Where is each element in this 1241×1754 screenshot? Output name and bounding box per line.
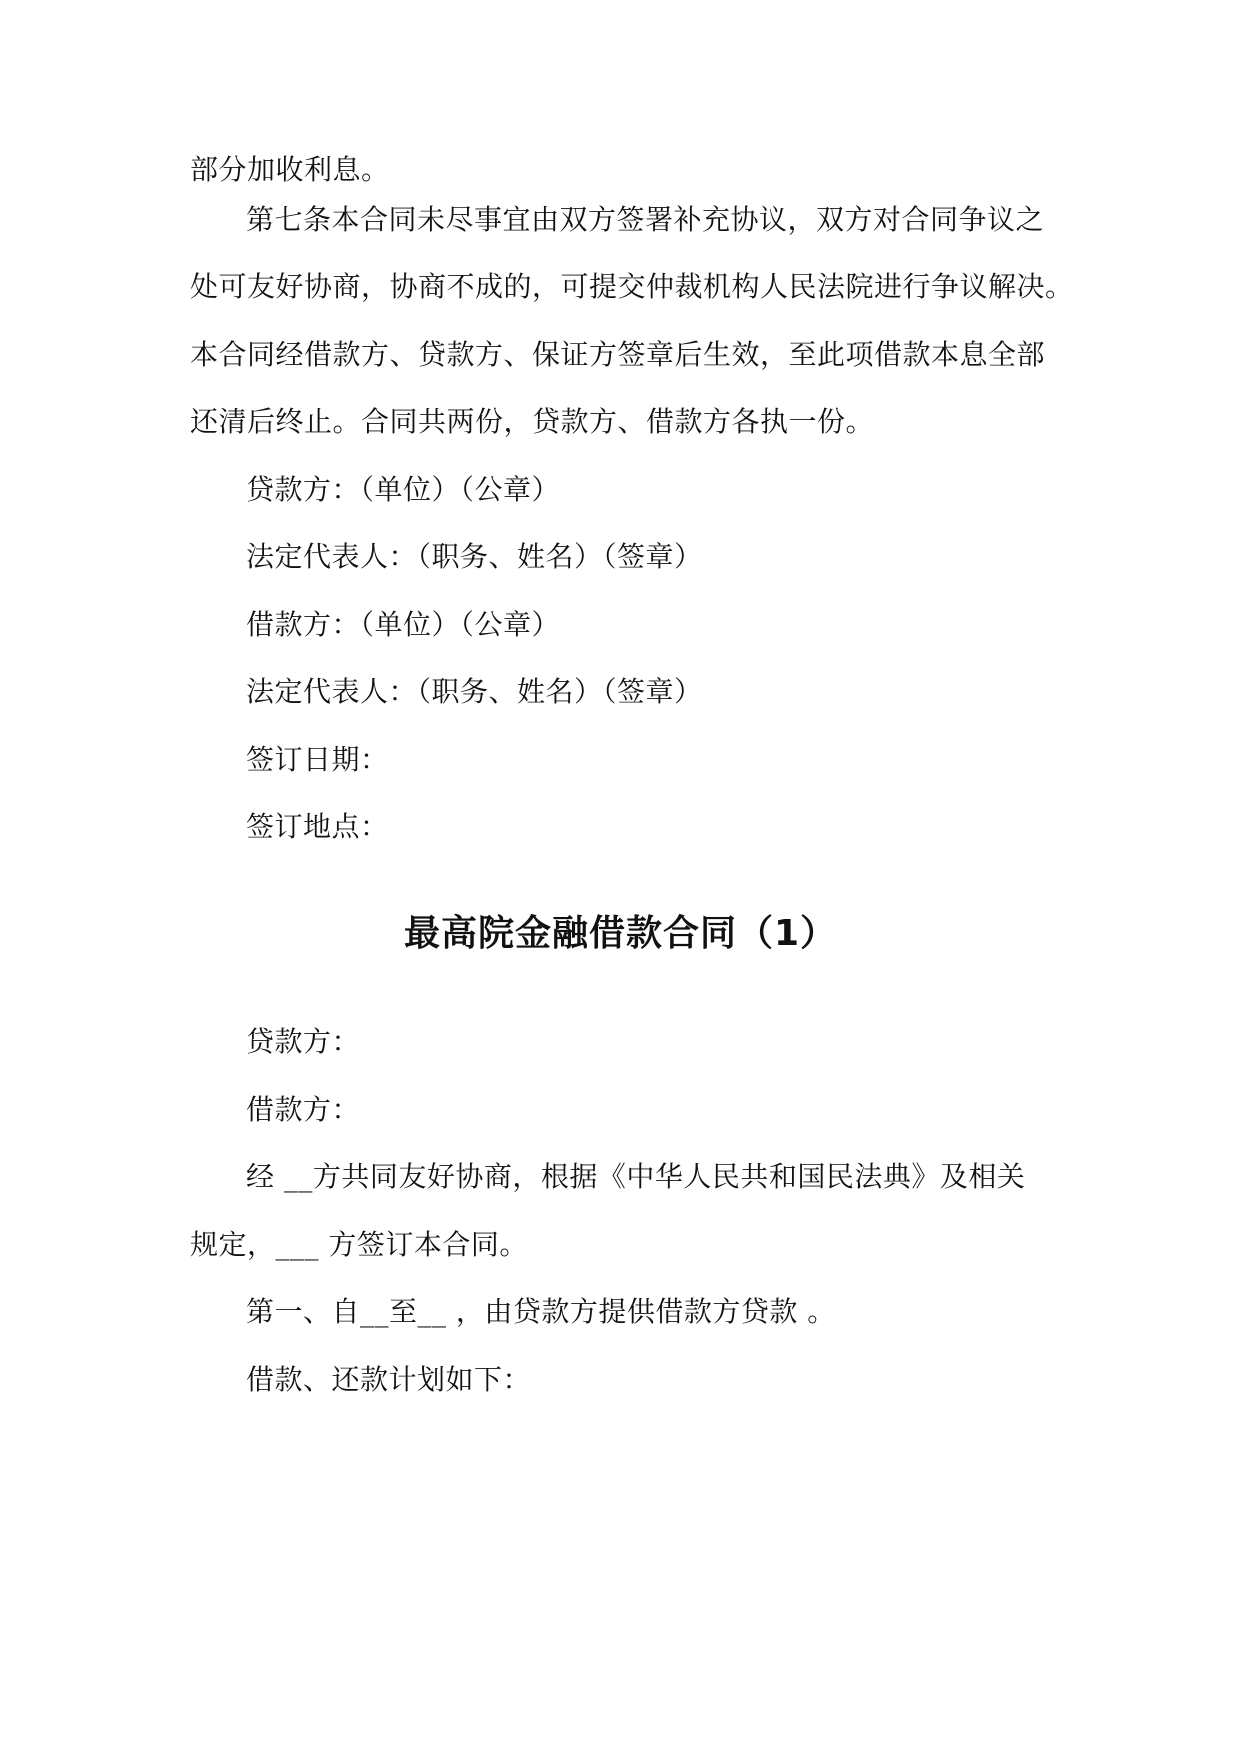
borrower-signature-line: 借款方：（单位）（公章） — [246, 608, 561, 641]
clause-seven-line-3: 本合同经借款方、贷款方、保证方签章后生效，至此项借款本息全部 — [190, 338, 1046, 371]
borrower-representative-line: 法定代表人：（职务、姓名）（签章） — [246, 675, 703, 708]
clause-seven-line-2: 处可友好协商，协商不成的，可提交仲裁机构人民法院进行争议解决。 — [190, 270, 1074, 303]
contract-title: 最高院金融借款合同（1） — [403, 913, 838, 954]
signing-date-line: 签订日期： — [246, 743, 389, 776]
repayment-plan-heading: 借款、还款计划如下： — [246, 1363, 532, 1396]
article-one-line: 第一、自__至__ ，由贷款方提供借款方贷款 。 — [246, 1295, 836, 1328]
paragraph-line: 部分加收利息。 — [190, 153, 390, 186]
clause-seven-line-1: 第七条本合同未尽事宜由双方签署补充协议，双方对合同争议之 — [246, 203, 1045, 236]
lender-signature-line: 贷款方：（单位）（公章） — [246, 473, 561, 506]
clause-seven-line-4: 还清后终止。合同共两份，贷款方、借款方各执一份。 — [190, 405, 875, 438]
lender-field-line: 贷款方： — [246, 1025, 361, 1058]
lender-representative-line: 法定代表人：（职务、姓名）（签章） — [246, 540, 703, 573]
signing-place-line: 签订地点： — [246, 810, 389, 843]
preamble-line-1: 经 __方共同友好协商，根据《中华人民共和国民法典》及相关 — [246, 1160, 1026, 1193]
borrower-field-line: 借款方： — [246, 1093, 361, 1126]
preamble-line-2: 规定，___ 方签订本合同。 — [190, 1228, 528, 1261]
